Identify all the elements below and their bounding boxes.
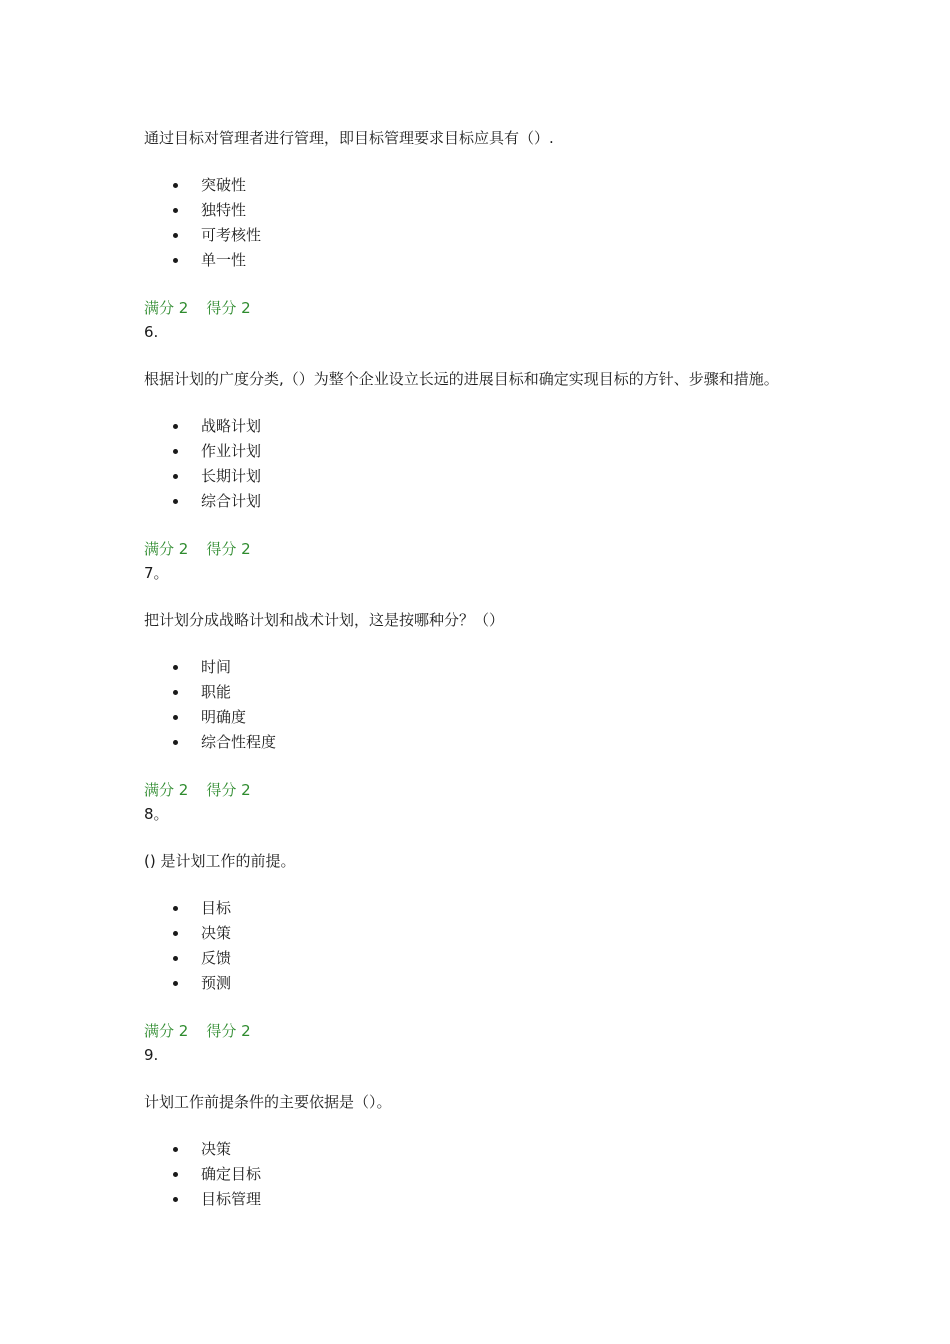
option-item: 决策 xyxy=(144,921,864,946)
score-line xyxy=(144,537,864,561)
question-block xyxy=(144,320,864,561)
option-item: 突破性 xyxy=(144,173,864,198)
option-list xyxy=(144,414,864,514)
question-number: 8。 xyxy=(144,805,169,823)
obtained-score: 得分 2 xyxy=(206,540,251,558)
option-list xyxy=(144,1137,864,1212)
option-item: 时间 xyxy=(144,655,864,680)
full-score: 满分 2 xyxy=(144,299,189,317)
question-block xyxy=(144,561,864,802)
option-item: 目标 xyxy=(144,896,864,921)
score-line xyxy=(144,296,864,320)
score-line xyxy=(144,778,864,802)
full-score: 满分 2 xyxy=(144,781,189,799)
option-item: 预测 xyxy=(144,971,864,996)
question-stem: 通过目标对管理者进行管理，即目标管理要求目标应具有（）. xyxy=(144,129,554,147)
question-stem: 根据计划的广度分类,（）为整个企业设立长远的进展目标和确定实现目标的方针、步骤和措施。 xyxy=(144,370,779,388)
option-item: 长期计划 xyxy=(144,464,864,489)
option-item: 综合计划 xyxy=(144,489,864,514)
obtained-score: 得分 2 xyxy=(206,781,251,799)
option-item: 确定目标 xyxy=(144,1162,864,1187)
option-list xyxy=(144,173,864,273)
question-block xyxy=(144,126,864,320)
question-number: 9. xyxy=(144,1046,159,1064)
question-stem: 把计划分成战略计划和战术计划，这是按哪种分？（） xyxy=(144,611,505,629)
question-number: 7。 xyxy=(144,564,169,582)
question-stem: () 是计划工作的前提。 xyxy=(144,852,296,870)
option-item: 战略计划 xyxy=(144,414,864,439)
obtained-score: 得分 2 xyxy=(206,299,251,317)
option-item: 反馈 xyxy=(144,946,864,971)
question-block xyxy=(144,1043,864,1212)
option-list xyxy=(144,896,864,996)
option-item: 职能 xyxy=(144,680,864,705)
option-item: 作业计划 xyxy=(144,439,864,464)
option-item: 单一性 xyxy=(144,248,864,273)
obtained-score: 得分 2 xyxy=(206,1022,251,1040)
option-item: 独特性 xyxy=(144,198,864,223)
full-score: 满分 2 xyxy=(144,1022,189,1040)
score-line xyxy=(144,1019,864,1043)
option-item: 明确度 xyxy=(144,705,864,730)
full-score: 满分 2 xyxy=(144,540,189,558)
option-item: 决策 xyxy=(144,1137,864,1162)
question-block xyxy=(144,802,864,1043)
question-stem: 计划工作前提条件的主要依据是（）。 xyxy=(144,1093,392,1111)
option-item: 综合性程度 xyxy=(144,730,864,755)
option-list xyxy=(144,655,864,755)
question-number: 6. xyxy=(144,323,159,341)
option-item: 目标管理 xyxy=(144,1187,864,1212)
option-item: 可考核性 xyxy=(144,223,864,248)
